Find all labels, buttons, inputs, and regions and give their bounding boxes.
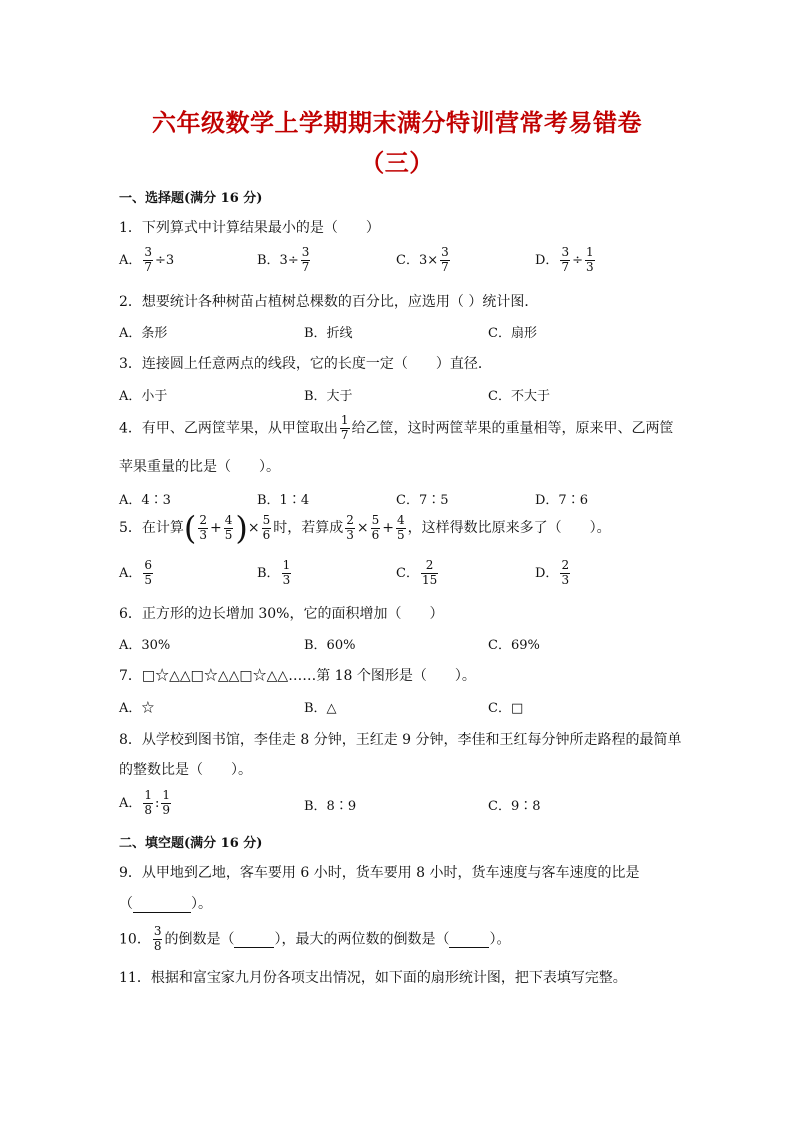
question-10: 10． $\frac{3}{8}$ 的倒数是（ ），最大的两位数的倒数是（ ）。 <box>119 924 511 953</box>
fraction: $\frac{1}{9}$ <box>162 788 171 817</box>
q5-option-b: B． $\frac{1}{3}$ <box>257 558 291 587</box>
question-2: 2．想要统计各种树苗占植树总棵数的百分比，应选用（ ）统计图． <box>119 294 539 310</box>
q1-option-b: B．3÷ $\frac{3}{7}$ <box>257 245 310 274</box>
question-8-line-2: 的整数比是（ ）。 <box>119 762 252 778</box>
page-subtitle: （三） <box>360 148 434 177</box>
question-9-line-2: （ ）。 <box>119 896 212 912</box>
q8-option-b: B．8∶9 <box>304 799 357 814</box>
q2-option-b: B．折线 <box>304 326 353 341</box>
question-4: 4．有甲、乙两筐苹果，从甲筐取出 $\frac{1}{7}$ 给乙筐，这时两筐苹果的重量相等，原来甲、乙两筐 <box>119 413 674 442</box>
q2-option-a: A．条形 <box>119 326 168 341</box>
fraction: $\frac{3}{7}$ <box>144 245 153 274</box>
fraction: $\frac{1}{3}$ <box>282 558 291 587</box>
q7-option-c: C．□ <box>488 701 524 716</box>
q1-option-a: A． $\frac{3}{7}$ ÷3 <box>119 245 175 274</box>
q8-option-c: C．9∶8 <box>488 799 541 814</box>
fraction: $\frac{4}{5}$ <box>397 512 405 542</box>
answer-blank[interactable] <box>449 931 489 948</box>
fraction: $\frac{2}{3}$ <box>199 512 208 542</box>
fraction: $\frac{2}{15}$ <box>421 558 438 587</box>
fraction: $\frac{1}{3}$ <box>585 245 594 274</box>
fraction: $\frac{3}{7}$ <box>441 245 449 274</box>
q3-option-a: A．小于 <box>119 389 168 404</box>
question-4-line-2: 苹果重量的比是（ ）。 <box>119 459 280 475</box>
q5-option-c: C． $\frac{2}{15}$ <box>396 558 438 587</box>
q4-option-a: A．4∶3 <box>119 493 171 508</box>
question-7: 7．□☆△△□☆△△□☆△△……第 18 个图形是（ ）。 <box>119 668 476 684</box>
answer-blank[interactable] <box>133 896 191 913</box>
question-1: 1．下列算式中计算结果最小的是（ ） <box>119 220 380 236</box>
q3-option-b: B．大于 <box>304 389 353 404</box>
q4-option-b: B．1∶4 <box>257 493 310 508</box>
fraction: $\frac{5}{6}$ <box>262 512 271 542</box>
q3-option-c: C．不大于 <box>488 389 550 404</box>
fraction: $\frac{3}{8}$ <box>153 924 162 953</box>
question-5: 5．在计算( $\frac{2}{3}$ + $\frac{4}{5}$ )× $\frac{5}{6}$ 时，若算成 $\frac{2}{3}$ × $\frac{5}{6}$ + $\frac{4}{5}$ ，这样得数比原来多了（ ）。 <box>119 509 611 547</box>
fraction: $\frac{3}{7}$ <box>301 245 310 274</box>
fraction: $\frac{4}{5}$ <box>224 512 233 542</box>
q5-option-d: D． $\frac{2}{3}$ <box>535 558 570 587</box>
q6-option-c: C．69% <box>488 638 540 653</box>
q6-option-a: A．30% <box>119 638 171 653</box>
section-heading-choice: 一、选择题(满分 16 分) <box>119 191 263 206</box>
fraction: $\frac{2}{3}$ <box>346 512 354 542</box>
q6-option-b: B．60% <box>304 638 356 653</box>
question-3: 3．连接圆上任意两点的线段，它的长度一定（ ）直径． <box>119 356 492 372</box>
fraction: $\frac{3}{7}$ <box>561 245 570 274</box>
fraction: $\frac{2}{3}$ <box>561 558 570 587</box>
question-9: 9．从甲地到乙地，客车要用 6 小时，货车要用 8 小时，货车速度与客车速度的比是 <box>119 865 640 881</box>
q8-option-a: A． $\frac{1}{8}$ : $\frac{1}{9}$ <box>119 788 171 817</box>
q4-option-c: C．7∶5 <box>396 493 449 508</box>
q2-option-c: C．扇形 <box>488 326 537 341</box>
q1-option-d: D． $\frac{3}{7}$ ÷ $\frac{1}{3}$ <box>535 245 594 274</box>
fraction: $\frac{1}{7}$ <box>340 413 349 442</box>
page-title: 六年级数学上学期期末满分特训营常考易错卷 <box>152 108 642 137</box>
question-6: 6．正方形的边长增加 30%，它的面积增加（ ） <box>119 606 444 622</box>
question-8: 8．从学校到图书馆，李佳走 8 分钟，王红走 9 分钟，李佳和王红每分钟所走路程的最简单 <box>119 732 682 748</box>
q7-option-b: B．△ <box>304 701 337 716</box>
q4-option-d: D．7∶6 <box>535 493 588 508</box>
q1-option-c: C．3× $\frac{3}{7}$ <box>396 245 449 274</box>
question-11: 11．根据和富宝家九月份各项支出情况，如下面的扇形统计图，把下表填写完整。 <box>119 970 627 986</box>
q7-option-a: A．☆ <box>119 701 155 716</box>
section-heading-fill-in: 二、填空题(满分 16 分) <box>119 836 263 851</box>
answer-blank[interactable] <box>234 931 274 948</box>
fraction: $\frac{5}{6}$ <box>371 512 380 542</box>
q5-option-a: A． $\frac{6}{5}$ <box>119 558 153 587</box>
fraction: $\frac{1}{8}$ <box>144 788 153 817</box>
fraction: $\frac{6}{5}$ <box>144 558 153 587</box>
